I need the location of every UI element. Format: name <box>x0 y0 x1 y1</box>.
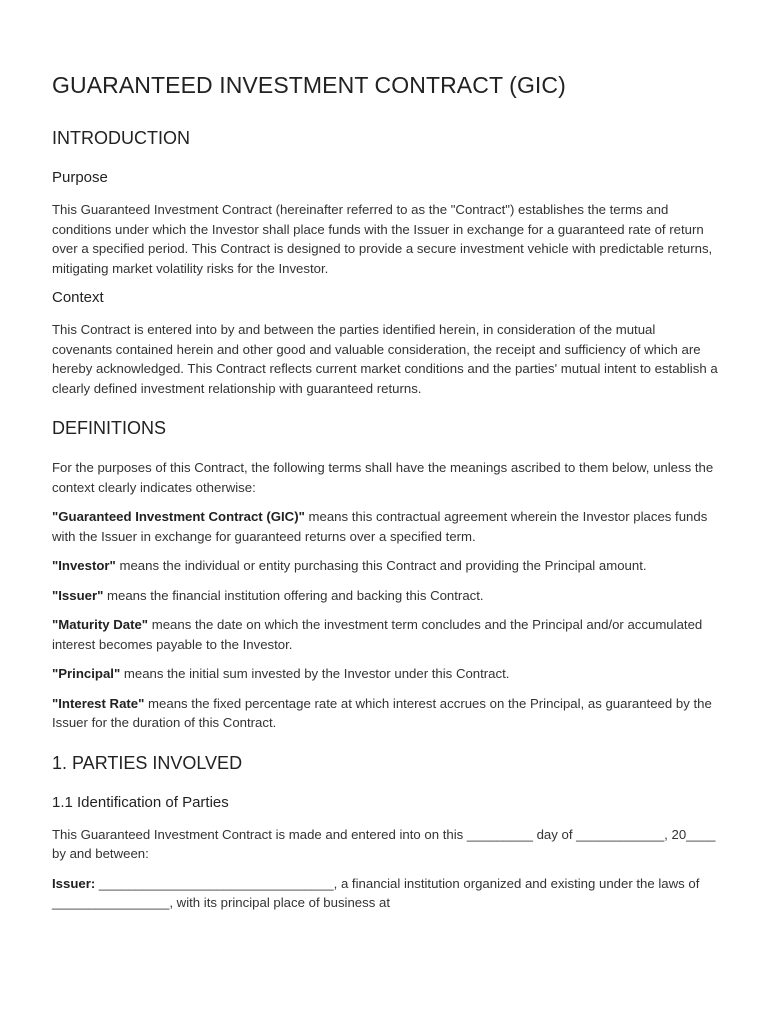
section-heading-introduction: INTRODUCTION <box>52 128 190 148</box>
definition-text: means the date on which the investment term concludes and the Principal and/or accumulated interest becomes payable to the Investor. <box>52 617 703 652</box>
identification-paragraph: This Guaranteed Investment Contract is made and entered into on this _________ day of ____________, 20____ by and between: <box>52 826 716 861</box>
definition-item <box>52 507 718 546</box>
definition-term: "Investor" <box>52 558 116 573</box>
definition-text: means the financial institution offering and backing this Contract. <box>103 587 484 603</box>
definition-item <box>52 694 718 733</box>
subheading-context: Context <box>52 289 104 306</box>
definition-term: "Guaranteed Investment Contract (GIC)" <box>52 509 305 524</box>
issuer-paragraph <box>52 874 718 913</box>
definition-item <box>52 556 718 576</box>
purpose-paragraph: This Guaranteed Investment Contract (hereinafter referred to as the "Contract") establishes the terms and conditions under which the Investor shall place funds with the Issuer in exchange for a guaranteed rate of return over a specified period. This Contract is designed to provide a secure investment vehicle with predictable returns, mitigating market volatility risks for the Investor. <box>52 202 713 276</box>
section-heading-parties: 1. PARTIES INVOLVED <box>52 752 243 773</box>
definition-term: "Principal" <box>52 666 121 681</box>
section-heading-definitions: DEFINITIONS <box>52 418 167 438</box>
subheading-identification: 1.1 Identification of Parties <box>52 793 229 811</box>
definition-term: "Interest Rate" <box>52 695 145 711</box>
document-title: GUARANTEED INVESTMENT CONTRACT (GIC) <box>52 72 566 98</box>
definition-text: means this contractual agreement wherein the Investor places funds with the Issuer in exchange for guaranteed returns over a specified term. <box>52 509 708 544</box>
definition-term: "Maturity Date" <box>52 617 149 632</box>
definition-term: "Issuer" <box>52 587 104 603</box>
definition-text: means the initial sum invested by the Investor under this Contract. <box>120 666 510 681</box>
issuer-text: ________________________________, a financial institution organized and existing under the laws of ________________, with its principal place of business at <box>52 875 700 910</box>
definitions-intro: For the purposes of this Contract, the following terms shall have the meanings ascribed to them below, unless the context clearly indicates otherwise: <box>52 460 714 495</box>
definition-item <box>52 615 718 654</box>
definition-item <box>52 586 718 606</box>
definition-text: means the fixed percentage rate at which interest accrues on the Principal, as guaranteed by the Issuer for the duration of this Contract. <box>52 695 712 730</box>
context-paragraph: This Contract is entered into by and between the parties identified herein, in consideration of the mutual covenants contained herein and other good and valuable consideration, the receipt and sufficiency of which are hereby acknowledged. This Contract reflects current market conditions and the parties' mutual intent to establish a clearly defined investment relationship with guaranteed returns. <box>52 322 718 396</box>
issuer-label: Issuer: <box>52 875 96 891</box>
definition-text: means the individual or entity purchasing this Contract and providing the Principal amount. <box>115 558 647 573</box>
subheading-purpose: Purpose <box>52 169 108 186</box>
definition-item <box>52 664 718 684</box>
